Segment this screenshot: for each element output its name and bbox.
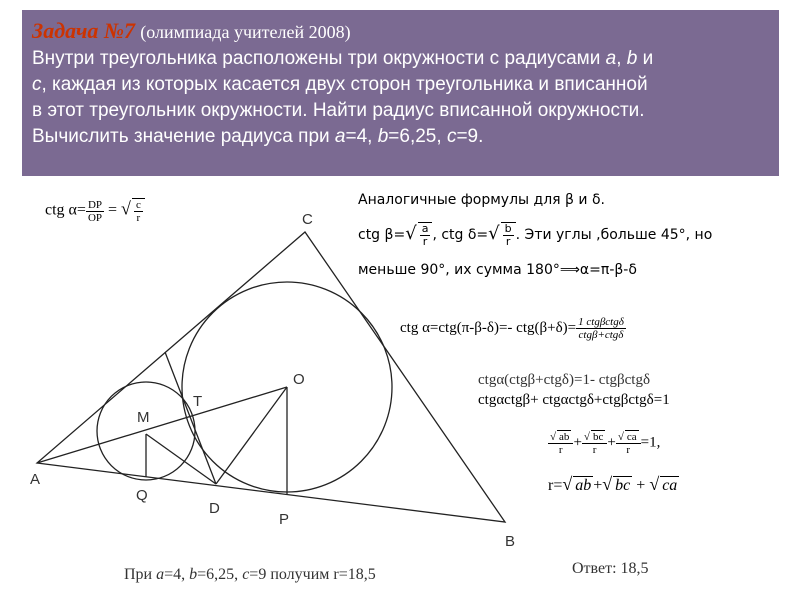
- f1-fraction: $\frac{DP}{OP}$: [87, 198, 103, 224]
- formula-ctg-beta-delta: ctg β=√ $\frac{a}{r}$ , ctg δ=√ $\frac{b}{r}$ . Эти углы ,больше 45°, но: [358, 222, 713, 248]
- var-a-2: a: [334, 126, 346, 147]
- var-b-2: b: [377, 126, 389, 147]
- formula-analog-line1: Аналогичные формулы для β и δ.: [358, 192, 605, 208]
- var-c-2: c: [446, 126, 457, 147]
- sqrt-icon: √: [488, 223, 500, 244]
- label-b: B: [505, 533, 516, 550]
- formula-identity-1: ctgα(ctgβ+ctgδ)=1- ctgβctgδ: [478, 372, 651, 388]
- var-c: c: [32, 74, 42, 95]
- line1-text: Внутри треугольника расположены три окружности с радиусами: [32, 48, 606, 69]
- and-text: и: [637, 48, 654, 69]
- eq-b: =6,25,: [388, 126, 447, 147]
- tangent-t: [165, 352, 216, 484]
- formula-angle-sum: меньше 90°, их сумма 180°⟹α=π-β-δ: [358, 262, 637, 278]
- var-a: a: [605, 48, 617, 69]
- task-title: Задача №7: [32, 18, 135, 43]
- sqrt-icon: √: [562, 474, 573, 494]
- formula-sqrt-sum: $\frac{√ ab}{r}$ + $\frac{√ bc}{r}$ + $\frac{√ ca}{r}$ =1,: [550, 431, 661, 456]
- sqrt-icon: √: [602, 474, 613, 494]
- segment-a-o: [37, 387, 287, 463]
- segment-o-d: [216, 387, 287, 484]
- segment-m-d: [146, 434, 216, 484]
- label-t: T: [193, 393, 203, 410]
- sqrt-icon: √: [405, 223, 417, 244]
- formula-ctg-alpha: ctg α= $\frac{DP}{OP}$ = √ $\frac{c}{r}$: [45, 198, 145, 224]
- sqrt-icon: √: [649, 474, 660, 494]
- sqrt-icon: √: [121, 198, 131, 219]
- line2-text: , каждая из которых касается двух сторон треугольника и вписанной: [41, 74, 648, 95]
- label-d: D: [209, 500, 220, 517]
- label-c: C: [302, 211, 313, 228]
- var-b: b: [626, 48, 638, 69]
- formula-identity-2: ctgαctgβ+ ctgαctgδ+ctgβctgδ=1: [478, 392, 670, 408]
- footer-result: При a=4, b=6,25, c=9 получим r=18,5: [124, 566, 376, 583]
- line4-text: Вычислить значение радиуса при: [32, 126, 335, 147]
- eq-c: =9.: [456, 126, 484, 147]
- answer: Ответ: 18,5: [572, 560, 649, 577]
- formula-ctg-expansion: ctg α=ctg(π-β-δ)=- ctg(β+δ)= $\frac{\text{1 ctgβctgδ}}{\text{ctgβ+ctgδ}}$: [400, 316, 624, 341]
- label-o: O: [293, 371, 305, 388]
- comma: ,: [616, 48, 627, 69]
- f1-alpha: α=: [68, 201, 86, 219]
- label-q: Q: [136, 487, 148, 504]
- eq-a: =4,: [345, 126, 378, 147]
- label-a: A: [30, 471, 41, 488]
- formula-r-result: r=√ ab +√ bc + √ ca: [548, 474, 678, 494]
- task-subtitle: (олимпиада учителей 2008): [140, 22, 351, 42]
- f1-ctg: ctg: [45, 201, 69, 219]
- label-p: P: [279, 511, 290, 528]
- label-m: M: [137, 409, 150, 426]
- task-line-3: в этот треугольник окружности. Найти радиус вписанной окружности.: [32, 100, 645, 121]
- f1-sqrt-frac: $\frac{c}{r}$: [132, 198, 145, 224]
